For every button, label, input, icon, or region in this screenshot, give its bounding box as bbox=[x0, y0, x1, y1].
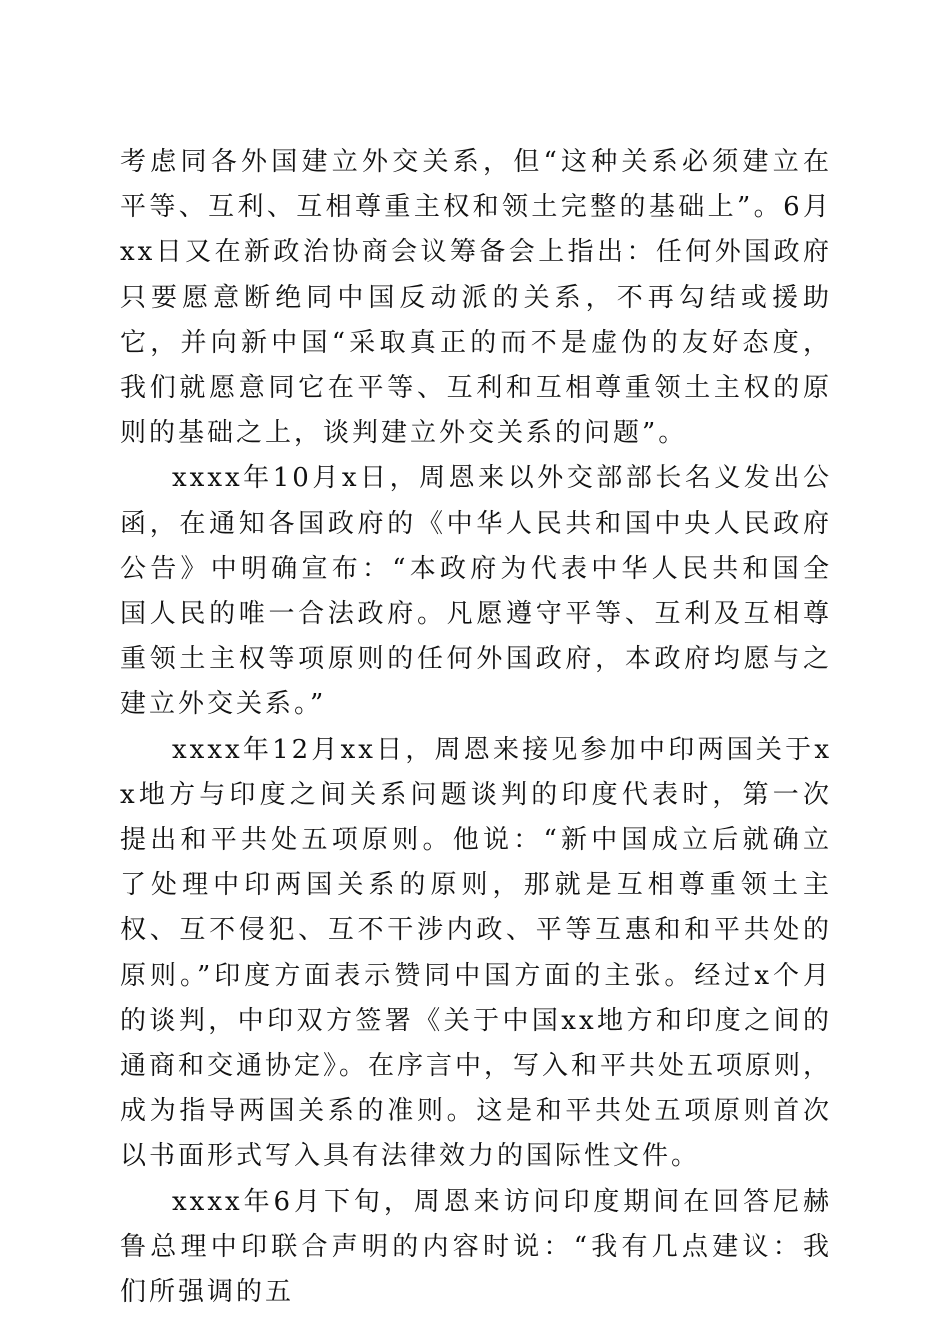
paragraph-india-visit: xxxx年6月下旬，周恩来访问印度期间在回答尼赫鲁总理中印联合声明的内容时说：“我有几点建议：我们所强调的五 bbox=[120, 1186, 832, 1308]
paragraph-continuation: 考虑同各外国建立外交关系，但“这种关系必须建立在平等、互利、互相尊重主权和领土完整的基础上”。6月xx日又在新政治协商会议筹备会上指出：任何外国政府只要愿意断绝同中国反动派的关系，不再勾结或援助它，并向新中国“采取真正的而不是虚伪的友好态度，我们就愿意同它在平等、互利和互相尊重领土主权的原则的基础之上，谈判建立外交关系的问题”。 bbox=[120, 147, 832, 449]
document-body bbox=[120, 140, 832, 1315]
paragraph-announcement: xxxx年10月x日，周恩来以外交部部长名义发出公函，在通知各国政府的《中华人民共和国中央人民政府公告》中明确宣布：“本政府为代表中华人民共和国全国人民的唯一合法政府。凡愿遵守平等、互利及互相尊重领土主权等项原则的任何外国政府，本政府均愿与之建立外交关系。” bbox=[120, 463, 832, 720]
paragraph-five-principles: xxxx年12月xx日，周恩来接见参加中印两国关于xx地方与印度之间关系问题谈判的印度代表时，第一次提出和平共处五项原则。他说：“新中国成立后就确立了处理中印两国关系的原则，那就是互相尊重领土主权、互不侵犯、互不干涉内政、平等互惠和和平共处的原则。”印度方面表示赞同中国方面的主张。经过x个月的谈判，中印双方签署《关于中国xx地方和印度之间的通商和交通协定》。在序言中，写入和平共处五项原则，成为指导两国关系的准则。这是和平共处五项原则首次以书面形式写入具有法律效力的国际性文件。 bbox=[120, 734, 833, 1172]
